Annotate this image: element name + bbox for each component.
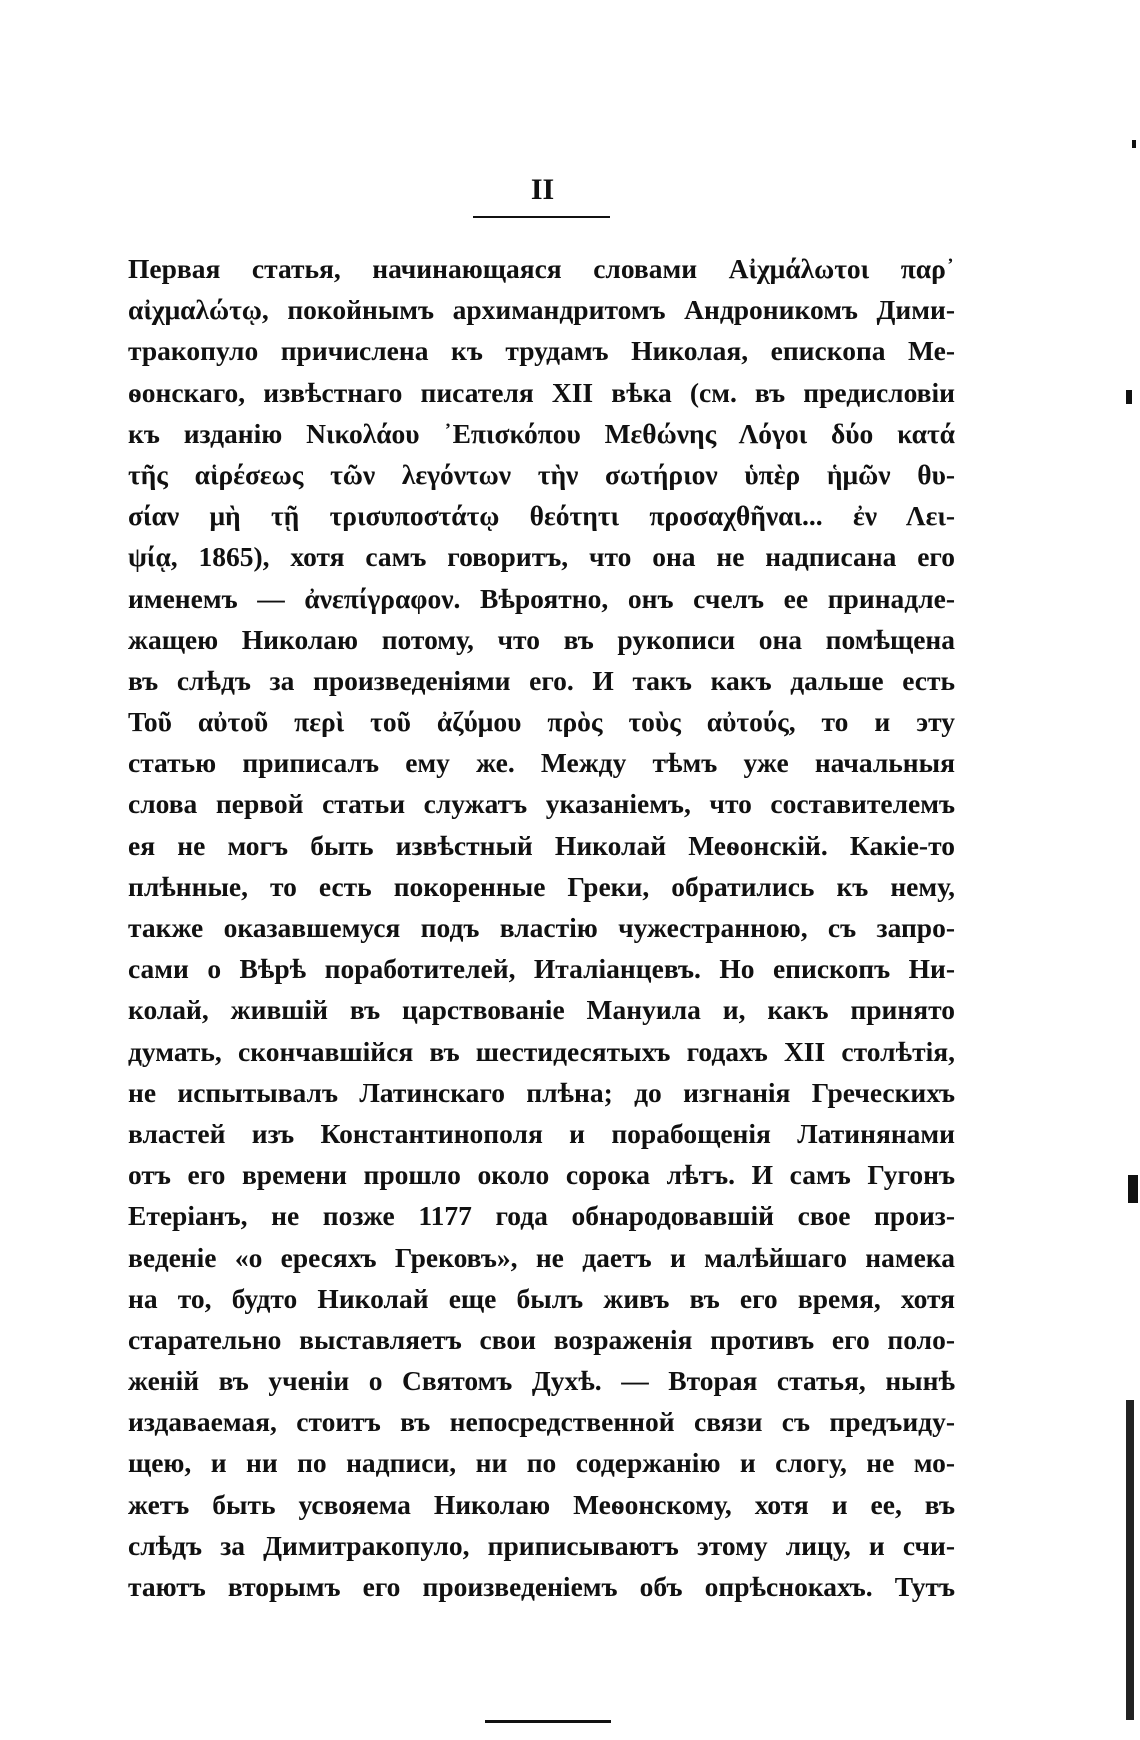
body-text [128,248,955,1607]
text-line: жащею Николаю потому, что въ рукописи она помѣщена [128,623,955,655]
text-line: ѳонскаго, извѣстнаго писателя XII вѣка (см. въ предисловіи [128,376,955,408]
text-line: τῆς αἱρέσεως τῶν λεγόντων τὴν σωτήριον ὑπὲρ ἡμῶν θυ- [128,458,955,490]
text-line: также оказавшемуся подъ властію чужестранною, съ запро- [128,912,955,943]
text-line: колай, жившій въ царствованіе Мануила и, какъ принято [128,994,955,1026]
text-line: статью приписалъ ему же. Между тѣмъ уже начальныя [128,747,955,779]
text-line: σίαν μὴ τῇ τρισυποστάτῳ θεότητι προσαχθῆναι... ἐν Λει- [128,500,955,532]
scan-edge-mark [1128,1175,1138,1203]
text-line: слова первой статьи служатъ указаніемъ, что составителемъ [128,788,955,820]
text-line: веденіе «о ересяхъ Грековъ», не даетъ и малѣйшаго намека [128,1241,955,1273]
text-line: Етеріанъ, не позже 1177 года обнародовавшій свое произ- [128,1200,955,1232]
footer-rule [485,1720,611,1723]
text-line: именемъ — ἀνεπίγραφον. Вѣроятно, онъ счелъ ее принадле- [128,582,955,614]
text-line: αἰχμαλώτῳ, покойнымъ архимандритомъ Андроникомъ Дими- [128,294,955,326]
text-line: ψίᾳ, 1865), хотя самъ говоритъ, что она не надписана его [128,541,955,573]
text-line: женій въ ученіи о Святомъ Духѣ. — Вторая статья, нынѣ [128,1365,955,1397]
text-line: въ слѣдъ за произведеніями его. И такъ какъ дальше есть [128,664,955,696]
text-line: старательно выставляетъ свои возраженія противъ его поло- [128,1323,955,1355]
text-line: слѣдъ за Димитракопуло, приписываютъ этому лицу, и счи- [128,1529,955,1561]
scan-edge-mark [1126,390,1132,404]
text-line: издаваемая, стоитъ въ непосредственной связи съ предъиду- [128,1406,955,1438]
text-line: отъ его времени прошло около сорока лѣтъ. И самъ Гугонъ [128,1159,955,1191]
scan-edge-mark [1126,1400,1134,1720]
text-line: властей изъ Константинополя и порабощенія Латинянами [128,1117,955,1149]
page-number: II [530,173,555,206]
header-rule [473,216,610,218]
text-line: сами о Вѣрѣ поработителей, Италіанцевъ. Но епископъ Ни- [128,953,955,985]
text-line: къ изданію Νικολάου ᾿Επισκόπου Μεθώνης Λόγοι δύο κατά [128,417,955,449]
text-line: думать, скончавшійся въ шестидесятыхъ годахъ XII столѣтія, [128,1035,955,1067]
text-line: Τοῦ αὐτοῦ περὶ τοῦ ἀζύμου πρὸς τοὺς αὐτούς, то и эту [128,706,955,738]
text-line: таютъ вторымъ его произведеніемъ объ опрѣснокахъ. Тутъ [128,1571,955,1602]
text-line: на то, будто Николай еще былъ живъ въ его время, хотя [128,1282,955,1314]
scan-edge-mark [1132,140,1136,148]
text-line: жетъ быть усвояема Николаю Меѳонскому, хотя и ее, въ [128,1488,955,1520]
text-line: ея не могъ быть извѣстный Николай Меѳонскій. Какіе-то [128,829,955,861]
text-line: плѣнные, то есть покоренные Греки, обратились къ нему, [128,870,955,902]
text-line: Первая статья, начинающаяся словами Αἰχμάλωτοι παρ᾿ [128,253,955,284]
text-line: тракопуло причислена къ трудамъ Николая, епископа Ме- [128,335,955,367]
text-line: не испытывалъ Латинскаго плѣна; до изгнанія Греческихъ [128,1076,955,1108]
text-line: щею, и ни по надписи, ни по содержанію и слогу, не мо- [128,1447,955,1479]
